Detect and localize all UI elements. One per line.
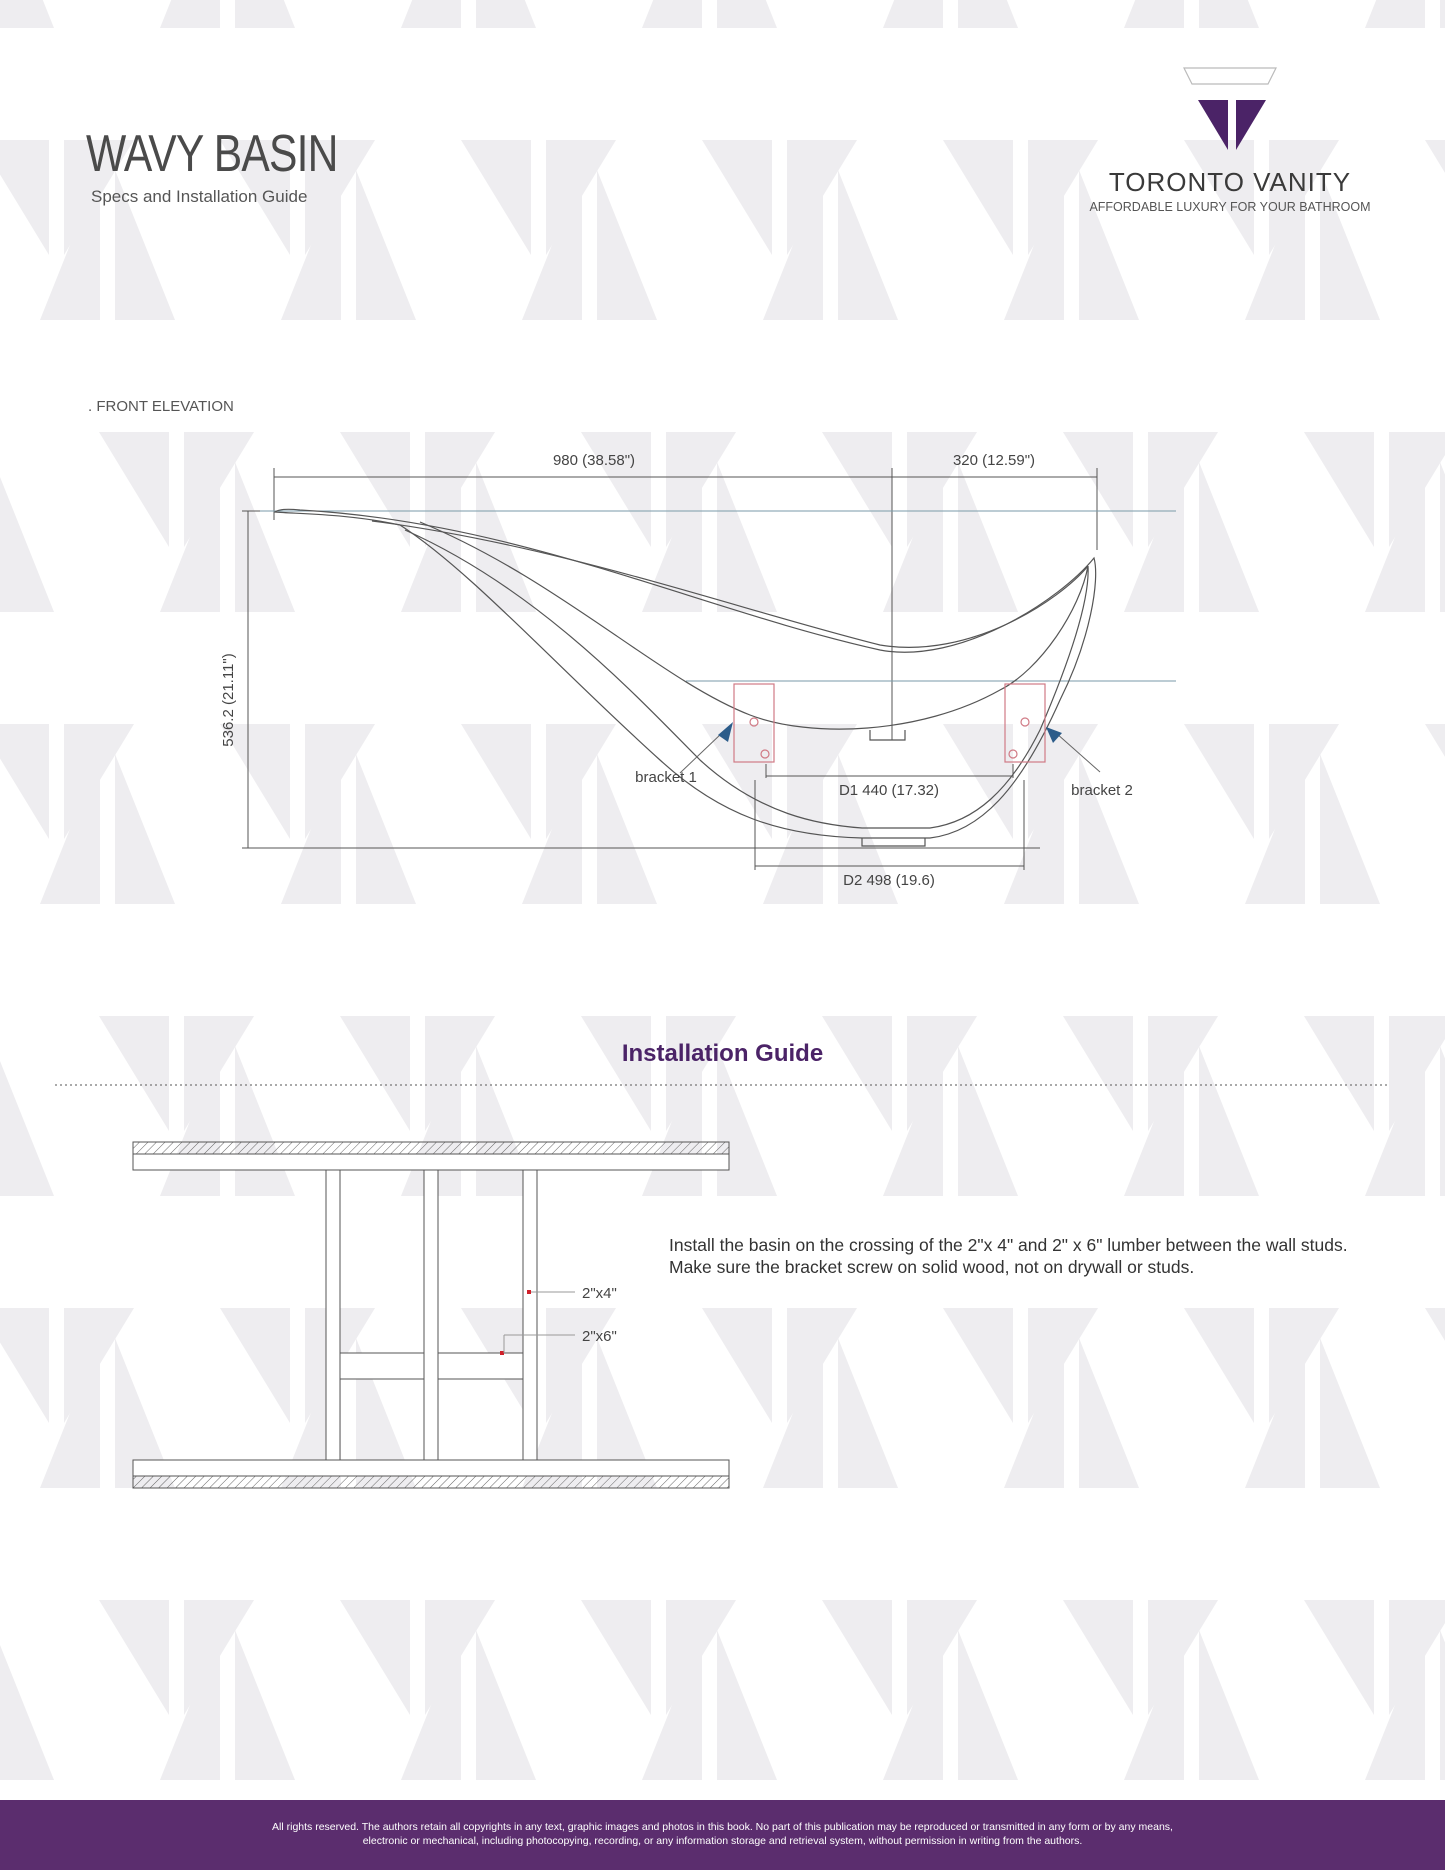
bracket-1-arrow-icon — [718, 722, 733, 742]
copyright-line: electronic or mechanical, including photocopying, recording, or any information storage and retrieval system, without permission in writing from the authors. — [362, 1835, 1083, 1847]
brand-tagline: AFFORDABLE LUXURY FOR YOUR BATHROOM — [1089, 200, 1371, 214]
dim-d2: D2 498 (19.6) — [843, 872, 935, 889]
page-subtitle: Specs and Installation Guide — [91, 187, 308, 206]
wall-stud — [523, 1170, 537, 1460]
label-2x6: 2"x6" — [582, 1328, 617, 1345]
dim-height: 536.2 (21.11") — [220, 653, 237, 747]
marker-2x6 — [500, 1351, 504, 1355]
dim-width-side: 320 (12.59") — [952, 452, 1036, 469]
copyright-line: All rights reserved. The authors retain all copyrights in any text, graphic images and photos in this book. No part of this publication may be reproduced or transmitted in any form or by any means, — [272, 1821, 1173, 1833]
dim-d1: D1 440 (17.32) — [838, 782, 940, 799]
installation-guide-heading: Installation Guide — [621, 1040, 824, 1067]
lumber-crossing — [340, 1353, 424, 1379]
bracket-1-label: bracket 1 — [635, 769, 697, 786]
wall-framing-diagram — [133, 1142, 729, 1488]
copyright-notice — [0, 1820, 1445, 1848]
basin-outline — [275, 509, 1096, 846]
wall-stud — [424, 1170, 438, 1460]
wall-stud — [326, 1170, 340, 1460]
bracket-2-leader — [1056, 733, 1100, 772]
front-elevation-label: . FRONT ELEVATION — [88, 398, 234, 415]
brackets — [734, 684, 1045, 762]
page-title: WAVY BASIN — [86, 125, 338, 183]
bracket-1-shape — [734, 684, 774, 762]
bracket-2-hole — [1009, 750, 1017, 758]
label-2x4: 2"x4" — [582, 1285, 617, 1302]
installation-instructions — [669, 1234, 1409, 1278]
dim-width-main: 980 (38.58") — [552, 452, 636, 469]
lumber-crossing — [438, 1353, 523, 1379]
bracket-1-hole — [761, 750, 769, 758]
marker-2x4 — [527, 1290, 531, 1294]
instruction-line: Make sure the bracket screw on solid wood, not on drywall or studs. — [669, 1257, 1195, 1277]
bracket-1-leader — [680, 733, 722, 773]
bracket-2-label: bracket 2 — [1071, 782, 1133, 799]
brand-name: TORONTO VANITY — [1108, 167, 1352, 197]
instruction-line: Install the basin on the crossing of the 2"x 4" and 2" x 6" lumber between the wall studs. — [669, 1235, 1348, 1255]
bracket-2-arrow-icon — [1046, 727, 1062, 743]
bracket-2-hole — [1021, 718, 1029, 726]
bracket-1-hole — [750, 718, 758, 726]
